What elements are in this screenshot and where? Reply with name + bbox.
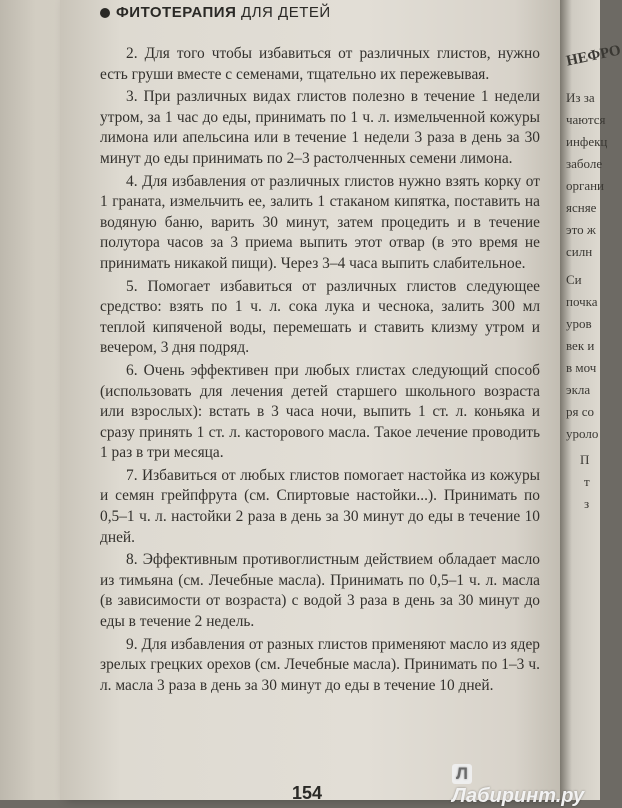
right-page-fragment: инфекц: [566, 134, 608, 149]
right-page-fragment: чаются: [566, 112, 606, 127]
right-page-fragment: почка: [566, 294, 598, 309]
right-page-fragment: это ж: [566, 222, 596, 237]
paragraph: 6. Очень эффективен при любых глистах следующий способ (использовать для лечения детей старшего школьного возраста или взрослых): встать в 3 часа ночи, выпить 1 ст. л. коньяка и сразу принять 1 ст. л. касторового масла. Такое лечение проводить 1 раз в три месяца.: [100, 361, 540, 462]
right-page-fragment: уров: [566, 316, 592, 331]
right-page-fragment: уроло: [566, 426, 599, 441]
paragraph: 8. Эффективным противоглистным действием обладает масло из тимьяна (см. Лечебные масла). Принимать по 0,5–1 ч. л. масла (в зависимости от возраста) с водой 3 раза в день за 30 минут до еды в течение 2 недель.: [100, 551, 540, 631]
bullet-icon: [100, 8, 110, 18]
right-page-fragment: П: [580, 452, 590, 467]
right-page-fragment: ря со: [566, 404, 594, 419]
body-text: [100, 44, 540, 696]
paragraph: 7. Избавиться от любых глистов помогает настойка из кожуры и семян грейпфрута (см. Спиртовые настойки...). Принимать по 0,5–1 ч. л. настойки 2 раза в день за 30 минут до еды в течение 10 дней.: [100, 466, 540, 546]
paragraph: 3. При различных видах глистов полезно в течение 1 недели утром, за 1 час до еды, принимать по 1 ч. л. измельченной кожуры лимона или апельсина или в течение 1 недели 3 раза в день за 30 минут до еды принимать по 2–3 растолченных семени лимона.: [100, 88, 540, 167]
right-page-heading: НЕФРО: [564, 42, 622, 70]
right-page-fragment: в моч: [566, 360, 597, 375]
labirint-logo-icon: Л: [452, 764, 472, 784]
right-page-fragment: век и: [566, 338, 595, 353]
watermark-text: Лабиринт.ру: [452, 785, 585, 807]
right-page-fragment: заболе: [566, 156, 603, 171]
right-page-fragment: силн: [566, 244, 593, 259]
page-number: 154: [292, 783, 323, 803]
paragraph: 4. Для избавления от различных глистов нужно взять корку от 1 граната, измельчить ее, залить 1 стаканом кипятка, поставить на водяную баню, варить 30 минут, затем процедить и в течение полутора часов за 3 приема выпить этот отвар (в это время не принимать никакой пищи). Через 3–4 часа выпить слабительное.: [100, 172, 540, 272]
header-title-bold: ФИТОТЕРАПИЯ: [116, 4, 237, 21]
paragraph: 9. Для избавления от разных глистов применяют масло из ядер зрелых грецких орехов (см. Лечебные масла). Принимать по 1–3 ч. л. масла 3 раза в день за 30 минут до еды в течение 10 дней.: [100, 635, 540, 694]
right-page-fragment: органи: [566, 178, 605, 193]
running-header: [100, 4, 540, 28]
paragraph: 5. Помогает избавиться от различных глистов следующее средство: взять по 1 ч. л. сока лука и чеснока, залить 300 мл теплой кипяченой воды, перемешать и ставить клизму утром и вечером, 3 дня подряд.: [100, 277, 540, 357]
header-title-rest: ДЛЯ ДЕТЕЙ: [241, 4, 331, 21]
right-page-fragment: з: [584, 496, 590, 511]
paragraph: 2. Для того чтобы избавиться от различных глистов, нужно есть груши вместе с семенами, тщательно их пережевывая.: [100, 45, 540, 83]
watermark-logo: [452, 762, 600, 808]
right-page-fragment: экла: [566, 382, 591, 397]
right-page-fragment: Си: [566, 272, 582, 287]
right-page-fragment: Из за: [566, 90, 595, 105]
right-page-edge: [560, 0, 622, 800]
right-page-fragment: т: [584, 474, 590, 489]
right-page-fragment: ясняе: [566, 200, 597, 215]
